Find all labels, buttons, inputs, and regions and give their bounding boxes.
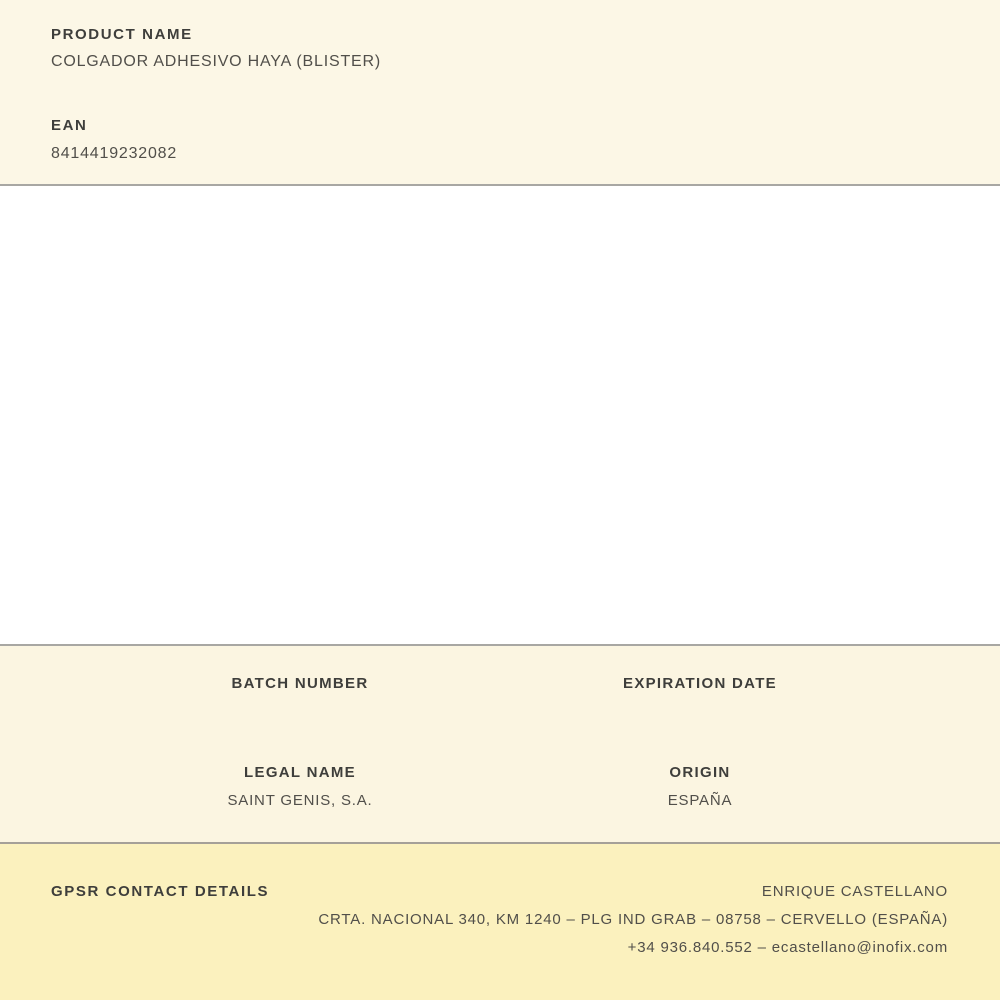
gpsr-contact-name: ENRIQUE CASTELLANO <box>761 883 948 900</box>
gpsr-contact-section <box>0 844 1000 1000</box>
product-header-section <box>0 0 1000 184</box>
gpsr-contact-address: CRTA. NACIONAL 340, KM 1240 – PLG IND GRAB – 08758 – CERVELLO (ESPAÑA) <box>318 911 948 928</box>
ean-label: EAN <box>51 117 88 134</box>
gpsr-contact-block <box>318 878 948 962</box>
batch-number-value <box>100 701 500 723</box>
origin-field <box>500 762 900 812</box>
gpsr-contact-phone-email: +34 936.840.552 – ecastellano@inofix.com <box>627 939 948 956</box>
details-row-2 <box>100 762 900 812</box>
product-name-value: COLGADOR ADHESIVO HAYA (BLISTER) <box>51 53 381 70</box>
product-name-field <box>51 24 949 73</box>
product-name-label: PRODUCT NAME <box>51 26 193 43</box>
batch-number-field <box>100 673 500 723</box>
origin-value: ESPAÑA <box>667 792 733 809</box>
legal-name-field <box>100 762 500 812</box>
legal-name-value: SAINT GENIS, S.A. <box>227 792 373 809</box>
expiration-date-field <box>500 673 900 723</box>
ean-field <box>51 115 949 165</box>
expiration-date-value <box>500 701 900 723</box>
batch-number-label: BATCH NUMBER <box>231 675 369 692</box>
ean-value: 8414419232082 <box>51 145 178 162</box>
product-details-section <box>0 646 1000 842</box>
product-image-area <box>0 186 1000 644</box>
details-row-1 <box>100 673 900 723</box>
gpsr-contact-details-label: GPSR CONTACT DETAILS <box>51 883 270 900</box>
expiration-date-label: EXPIRATION DATE <box>623 675 777 692</box>
origin-label: ORIGIN <box>669 764 731 781</box>
legal-name-label: LEGAL NAME <box>244 764 356 781</box>
